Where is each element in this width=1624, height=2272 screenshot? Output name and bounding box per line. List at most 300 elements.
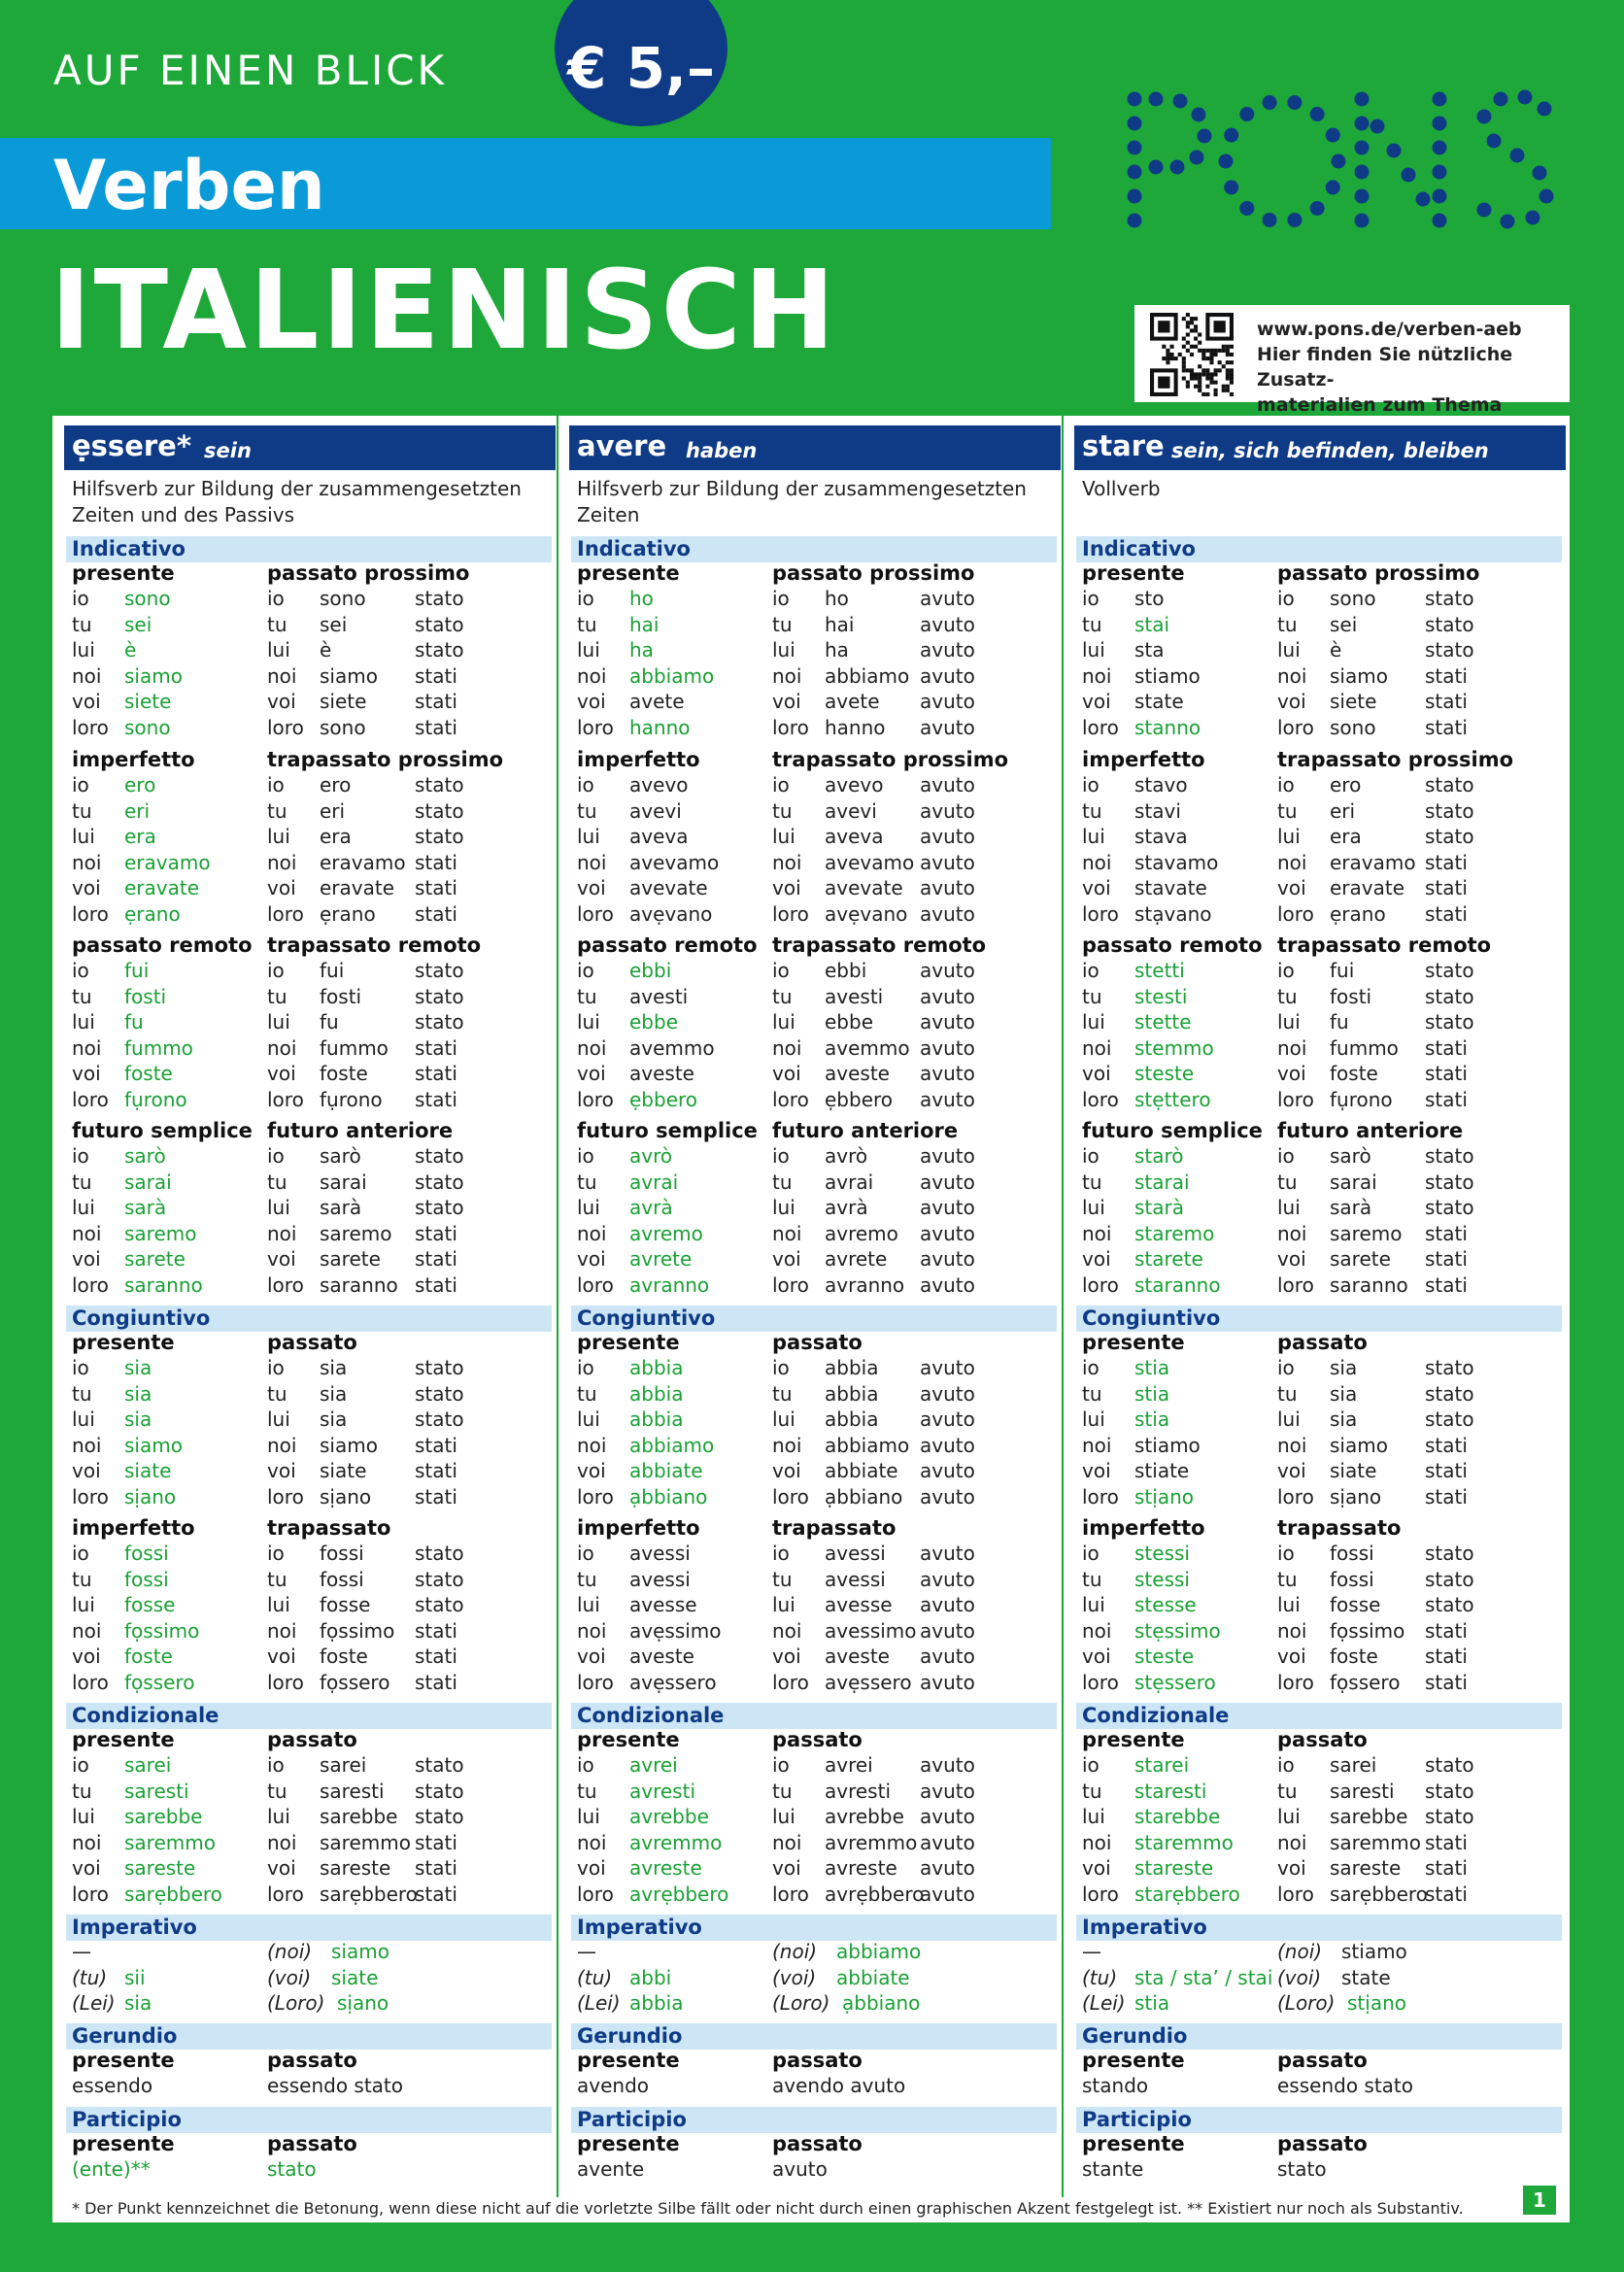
verb-description: Hilfsverb zur Bildung der zusammengesetzten Zeiten und des Passivs: [72, 477, 522, 526]
pronoun: io: [1082, 773, 1100, 797]
tense-label: presente: [1082, 561, 1185, 585]
logo-dot: [1128, 214, 1142, 228]
pronoun: voi: [577, 1247, 606, 1271]
series-title: AUF EINEN BLICK: [53, 47, 448, 94]
pronoun: (voi): [772, 1965, 817, 1989]
pronoun: loro: [72, 1670, 109, 1694]
participle: avuto: [920, 959, 975, 982]
tense-label: trapassato remoto: [267, 933, 482, 957]
participle: avuto: [920, 1670, 975, 1694]
verb-name: avere: [577, 429, 667, 462]
verb-form: sarei: [124, 1753, 172, 1777]
auxiliary: fui: [320, 959, 345, 982]
pronoun: io: [1277, 1144, 1295, 1168]
section-condizionale: Condizionale: [1076, 1703, 1562, 1729]
participio-presente: avente: [577, 2157, 645, 2181]
participle: avuto: [920, 798, 975, 823]
verb-form: stai: [1134, 612, 1170, 636]
tense-label: futuro anteriore: [267, 1119, 454, 1142]
pronoun: noi: [72, 1035, 102, 1060]
auxiliary: sarai: [320, 1170, 367, 1194]
pronoun: io: [772, 1753, 790, 1777]
auxiliary: fossi: [320, 1542, 364, 1565]
logo-dot: [1287, 95, 1302, 110]
auxiliary: siate: [1330, 1459, 1377, 1482]
auxiliary: sia: [320, 1381, 348, 1406]
logo-dot: [1355, 165, 1370, 180]
verb-form: sono: [124, 715, 171, 739]
auxiliary: avẹssero: [825, 1670, 912, 1694]
pronoun: tu: [267, 1779, 288, 1803]
auxiliary: ero: [320, 773, 352, 797]
verb-form: era: [124, 825, 156, 848]
pronoun: (noi): [267, 1940, 313, 1963]
participle: stato: [415, 1356, 464, 1379]
auxiliary: ero: [1330, 773, 1362, 797]
verb-form: avrai: [629, 1170, 679, 1194]
auxiliary: saremmo: [1330, 1830, 1421, 1854]
pronoun: io: [72, 1753, 89, 1777]
verb-form: siete: [124, 690, 172, 713]
participle: avuto: [920, 850, 975, 874]
pronoun: voi: [1082, 1856, 1111, 1880]
pronoun: lui: [1277, 1407, 1301, 1431]
verb-form: avrei: [629, 1753, 678, 1777]
pronoun: voi: [267, 1247, 296, 1271]
pronoun: voi: [772, 690, 801, 713]
pronoun: io: [577, 1144, 594, 1168]
participle: stati: [415, 1087, 457, 1111]
participle: stati: [1425, 715, 1468, 739]
verb-form: abbiate: [629, 1459, 703, 1482]
pronoun: voi: [577, 1459, 606, 1482]
tense-label: trapassato remoto: [772, 933, 987, 957]
verb-form: avrebbe: [629, 1805, 709, 1828]
tense-label: futuro semplice: [1082, 1119, 1263, 1142]
auxiliary: sarebbe: [320, 1805, 398, 1828]
pronoun: noi: [1277, 850, 1307, 874]
auxiliary: fọssimo: [320, 1618, 395, 1643]
participle: avuto: [920, 876, 975, 899]
verb-form: stịano: [1347, 1991, 1406, 2015]
verb-form: ạbbiano: [842, 1991, 921, 2015]
section-indicativo: Indicativo: [571, 536, 1057, 562]
verb-form: foste: [124, 1062, 173, 1085]
auxiliary: ẹrano: [1330, 901, 1386, 926]
logo-dot: [1170, 160, 1185, 175]
verb-form: abbiamo: [629, 663, 715, 688]
pronoun: tu: [72, 612, 92, 636]
participle: stati: [1425, 901, 1468, 926]
section-congiuntivo: Congiuntivo: [66, 1306, 552, 1332]
pronoun: lui: [72, 638, 95, 661]
participle: stati: [415, 876, 457, 899]
pronoun: voi: [72, 1459, 101, 1482]
pronoun: lui: [577, 1593, 600, 1616]
verb-form: stavi: [1134, 798, 1181, 823]
verb-form: avete: [629, 690, 685, 713]
auxiliary: sareste: [1330, 1856, 1402, 1880]
pronoun: io: [1277, 773, 1295, 797]
verb-form: ạbbiano: [629, 1484, 708, 1509]
auxiliary: avessi: [825, 1567, 886, 1591]
auxiliary: sarà: [1330, 1196, 1372, 1219]
verb-form: abbia: [629, 1356, 684, 1379]
logo-dot: [1173, 94, 1188, 109]
pronoun: lui: [72, 1196, 95, 1219]
pronoun: voi: [1082, 876, 1111, 899]
section-participio: Participio: [1076, 2107, 1562, 2133]
auxiliary: sarà: [320, 1196, 362, 1219]
participle: avuto: [920, 1618, 975, 1643]
gerundio-passato: avendo avuto: [772, 2074, 906, 2097]
pronoun: (Loro): [1277, 1991, 1336, 2015]
auxiliary: avremo: [825, 1221, 898, 1245]
verb-form: stiamo: [1134, 663, 1201, 688]
tense-label: passato: [772, 1331, 863, 1354]
pronoun: lui: [772, 1407, 795, 1431]
pronoun: lui: [1277, 825, 1301, 848]
verb-form: avemmo: [629, 1035, 715, 1060]
participle: stati: [1425, 1856, 1468, 1880]
participle: stati: [1425, 1670, 1468, 1694]
logo-dot: [1355, 117, 1370, 131]
logo-dot: [1433, 117, 1447, 131]
page-title: ITALIENISCH: [51, 248, 838, 374]
pronoun: lui: [72, 1407, 95, 1431]
tense-label: trapassato: [1277, 1516, 1402, 1540]
pronoun: voi: [1082, 1459, 1111, 1482]
auxiliary: avemmo: [825, 1035, 910, 1060]
auxiliary: aveste: [825, 1062, 890, 1085]
logo-dot: [1477, 110, 1492, 124]
tense-label: imperfetto: [1082, 748, 1205, 771]
participle: stati: [415, 850, 457, 874]
participle: stati: [1425, 663, 1468, 688]
pronoun: voi: [267, 1856, 296, 1880]
verb-form: stemmo: [1134, 1035, 1214, 1060]
participle: avuto: [920, 1593, 975, 1616]
auxiliary: sono: [1330, 587, 1376, 610]
gerundio-presente: essendo: [72, 2074, 153, 2097]
pronoun: tu: [1277, 612, 1298, 636]
logo-dot: [1219, 154, 1234, 169]
logo-dot: [1128, 92, 1142, 107]
auxiliary: saresti: [320, 1779, 385, 1803]
participle: avuto: [920, 690, 975, 713]
section-condizionale: Condizionale: [66, 1703, 552, 1729]
auxiliary: avresti: [825, 1779, 891, 1803]
pronoun: voi: [577, 690, 606, 713]
qr-line-2: Hier finden Sie nützliche Zusatz-: [1257, 344, 1513, 390]
verb-form: avesti: [629, 984, 689, 1008]
verb-form: stavo: [1134, 773, 1188, 797]
verb-form: staremo: [1134, 1221, 1215, 1245]
pronoun: voi: [72, 876, 101, 899]
participle: stato: [1425, 984, 1474, 1008]
participio-presente: (ente)**: [72, 2157, 151, 2181]
participle: stati: [415, 690, 457, 713]
pronoun: lui: [1082, 1010, 1105, 1034]
gerundio-presente: avendo: [577, 2074, 650, 2097]
logo-dot: [1263, 95, 1277, 110]
pronoun: voi: [267, 1062, 296, 1085]
pronoun: loro: [267, 1087, 304, 1111]
verb-description: Vollverb: [1082, 477, 1161, 500]
participle: avuto: [920, 1779, 975, 1803]
verb-form: aveva: [629, 825, 689, 848]
pronoun: loro: [772, 1272, 809, 1297]
participle: stati: [415, 1618, 457, 1643]
verb-form: hanno: [629, 715, 691, 739]
section-participio: Participio: [571, 2107, 1057, 2133]
pronoun: voi: [1082, 690, 1111, 713]
verb-form: avevate: [629, 876, 708, 899]
pronoun: tu: [577, 1567, 597, 1591]
section-imperativo: Imperativo: [1076, 1915, 1562, 1941]
pronoun: tu: [72, 1567, 92, 1591]
pronoun: tu: [1082, 612, 1102, 636]
auxiliary: saremo: [1330, 1221, 1403, 1245]
participle: avuto: [920, 773, 975, 797]
auxiliary: eravamo: [1330, 850, 1416, 874]
section-gerundio: Gerundio: [571, 2023, 1057, 2050]
participle: stato: [415, 587, 464, 610]
pronoun: tu: [1082, 798, 1102, 823]
pronoun: (noi): [1277, 1940, 1323, 1963]
participle: avuto: [920, 1062, 975, 1085]
qr-code-icon[interactable]: [1150, 313, 1234, 396]
verb-form: stẹssimo: [1134, 1618, 1221, 1643]
participle: avuto: [920, 825, 975, 848]
auxiliary: fossi: [1330, 1542, 1374, 1565]
logo-dot: [1494, 92, 1508, 107]
pronoun: tu: [772, 1779, 793, 1803]
participle: stati: [415, 1484, 457, 1509]
participle: stati: [1425, 876, 1468, 899]
verb-form: avranno: [629, 1272, 710, 1297]
auxiliary: siamo: [320, 1433, 378, 1457]
tense-label: passato remoto: [1082, 933, 1263, 957]
pronoun: lui: [772, 1805, 795, 1828]
pronoun: loro: [772, 1882, 809, 1906]
pronoun: lui: [1277, 1196, 1301, 1219]
participle: avuto: [920, 1459, 975, 1482]
column-divider: [1062, 416, 1064, 2197]
logo-dot: [1387, 144, 1402, 158]
tense-label: passato remoto: [577, 933, 758, 957]
verb-form: stạvano: [1134, 901, 1212, 926]
auxiliary: avrẹbbero: [825, 1882, 925, 1906]
auxiliary: avrò: [825, 1144, 868, 1168]
section-congiuntivo: Congiuntivo: [1076, 1306, 1562, 1332]
pronoun: io: [72, 1542, 89, 1565]
pronoun: voi: [1277, 1856, 1306, 1880]
tense-label: presente: [577, 1728, 680, 1751]
pronoun: lui: [577, 1407, 600, 1431]
pronoun: noi: [577, 850, 607, 874]
auxiliary: sia: [320, 1356, 348, 1379]
pronoun: tu: [1082, 1779, 1102, 1803]
logo-dot: [1487, 134, 1502, 149]
participle: stati: [415, 1035, 457, 1060]
verb-form: saremmo: [124, 1830, 216, 1854]
pronoun: tu: [1082, 1170, 1102, 1194]
pronoun: loro: [577, 1882, 614, 1906]
pronoun: lui: [1277, 1805, 1301, 1828]
auxiliary: siamo: [1330, 1433, 1388, 1457]
pronoun: noi: [1082, 1221, 1112, 1245]
pronoun: voi: [267, 1645, 296, 1668]
auxiliary: avessimo: [825, 1618, 917, 1643]
tense-label: passato: [267, 2049, 357, 2072]
participle: avuto: [920, 1882, 975, 1906]
participle: stati: [415, 1433, 457, 1457]
pronoun: io: [267, 1356, 285, 1379]
logo-dot: [1190, 151, 1204, 165]
qr-info-box: [1134, 305, 1570, 416]
pronoun: voi: [772, 876, 801, 899]
participle: stati: [415, 1247, 457, 1271]
logo-dot: [1149, 160, 1164, 175]
pronoun: io: [577, 1542, 594, 1565]
participle: avuto: [920, 638, 975, 661]
auxiliary: fosse: [1330, 1593, 1381, 1616]
auxiliary: sia: [1330, 1356, 1358, 1379]
pronoun: noi: [267, 1433, 297, 1457]
pronoun: noi: [1082, 1035, 1112, 1060]
logo-dot: [1355, 92, 1370, 107]
verb-form: sia: [124, 1381, 152, 1406]
pronoun: voi: [1082, 1062, 1111, 1085]
pronoun: (Lei): [72, 1991, 116, 2015]
logo-dot: [1287, 213, 1302, 227]
verb-form: stava: [1134, 825, 1188, 848]
participle: stato: [415, 773, 464, 797]
verb-description: Hilfsverb zur Bildung der zusammengesetzten Zeiten: [577, 477, 1027, 526]
auxiliary: sarete: [320, 1247, 381, 1271]
verb-form: stẹttero: [1134, 1087, 1211, 1111]
auxiliary: abbia: [825, 1356, 879, 1379]
pronoun: tu: [772, 1567, 793, 1591]
verb-form: stessi: [1134, 1567, 1190, 1591]
section-condizionale: Condizionale: [571, 1703, 1057, 1729]
pronoun: noi: [577, 663, 607, 688]
qr-url[interactable]: www.pons.de/verben-aeb: [1257, 319, 1522, 340]
participle: stato: [1425, 825, 1474, 848]
participle: stato: [1425, 798, 1474, 823]
pronoun: lui: [72, 1805, 95, 1828]
verb-form: hai: [629, 612, 660, 636]
participle: stati: [415, 1882, 457, 1906]
participle: avuto: [920, 612, 975, 636]
pronoun: noi: [267, 1035, 297, 1060]
pronoun: lui: [772, 1196, 795, 1219]
participle: stato: [415, 1753, 464, 1777]
logo-dot: [1533, 166, 1547, 181]
auxiliary: è: [320, 638, 332, 661]
verb-form: stavamo: [1134, 850, 1219, 874]
pronoun: lui: [577, 825, 600, 848]
pronoun: voi: [1082, 1247, 1111, 1271]
tense-label: trapassato prossimo: [267, 748, 504, 771]
verb-form: sarai: [124, 1170, 172, 1194]
verb-form: fọssero: [124, 1670, 195, 1694]
tense-label: passato: [772, 2049, 863, 2072]
participle: stato: [415, 1010, 464, 1034]
logo-dot: [1433, 165, 1447, 180]
verb-header: [569, 425, 1061, 470]
pronoun: loro: [72, 901, 109, 926]
auxiliary: saresti: [1330, 1779, 1395, 1803]
pronoun: tu: [267, 1567, 288, 1591]
verb-form: sia: [124, 1356, 152, 1379]
tense-label: trapassato remoto: [1277, 933, 1492, 957]
auxiliary: avesti: [825, 984, 884, 1008]
participle: stato: [1425, 612, 1474, 636]
auxiliary: sono: [320, 587, 366, 610]
pronoun: noi: [1277, 1830, 1307, 1854]
pronoun: voi: [772, 1459, 801, 1482]
pronoun: io: [1082, 1753, 1100, 1777]
logo-dot: [1128, 117, 1142, 131]
pronoun: tu: [72, 1170, 92, 1194]
pronoun: loro: [1082, 901, 1119, 926]
pronoun: lui: [267, 1010, 290, 1034]
verb-form: sta: [1134, 638, 1165, 661]
auxiliary: ạbbiano: [825, 1484, 903, 1509]
pronoun: loro: [1277, 1882, 1314, 1906]
pronoun: loro: [772, 901, 809, 926]
verb-form: avẹssimo: [629, 1618, 722, 1643]
pronoun: voi: [1277, 1459, 1306, 1482]
pronoun: loro: [72, 1272, 109, 1297]
tense-label: presente: [72, 1728, 175, 1751]
tense-label: imperfetto: [1082, 1516, 1205, 1540]
verb-form: eravamo: [124, 850, 211, 874]
pronoun: loro: [1082, 1670, 1119, 1694]
pronoun: tu: [577, 1170, 597, 1194]
participle: stato: [415, 825, 464, 848]
pronoun: lui: [772, 825, 795, 848]
pronoun: tu: [1082, 1381, 1102, 1406]
pronoun: noi: [772, 850, 802, 874]
verb-form: sii: [124, 1965, 146, 1989]
auxiliary: ẹrano: [320, 901, 376, 926]
verb-form: ẹbbero: [629, 1087, 698, 1111]
pronoun: tu: [267, 612, 288, 636]
logo-dot: [1538, 102, 1552, 117]
pronoun: io: [267, 773, 285, 797]
participle: avuto: [920, 1484, 975, 1509]
verb-form: avessi: [629, 1567, 691, 1591]
auxiliary: foste: [1330, 1645, 1378, 1668]
pronoun: loro: [267, 1670, 304, 1694]
tense-label: presente: [1082, 1331, 1185, 1354]
pronoun: lui: [72, 1010, 95, 1034]
pronoun: tu: [577, 984, 597, 1008]
pronoun: loro: [772, 1484, 809, 1509]
verb-form: stetti: [1134, 959, 1185, 982]
auxiliary: avesse: [825, 1593, 893, 1616]
auxiliary: siete: [1330, 690, 1377, 713]
pronoun: loro: [577, 901, 614, 926]
verb-form: stẹssero: [1134, 1670, 1216, 1694]
verb-form: sto: [1134, 587, 1165, 610]
pronoun: noi: [1277, 1035, 1307, 1060]
auxiliary: sei: [1330, 612, 1358, 636]
pronoun: loro: [1277, 1087, 1314, 1111]
